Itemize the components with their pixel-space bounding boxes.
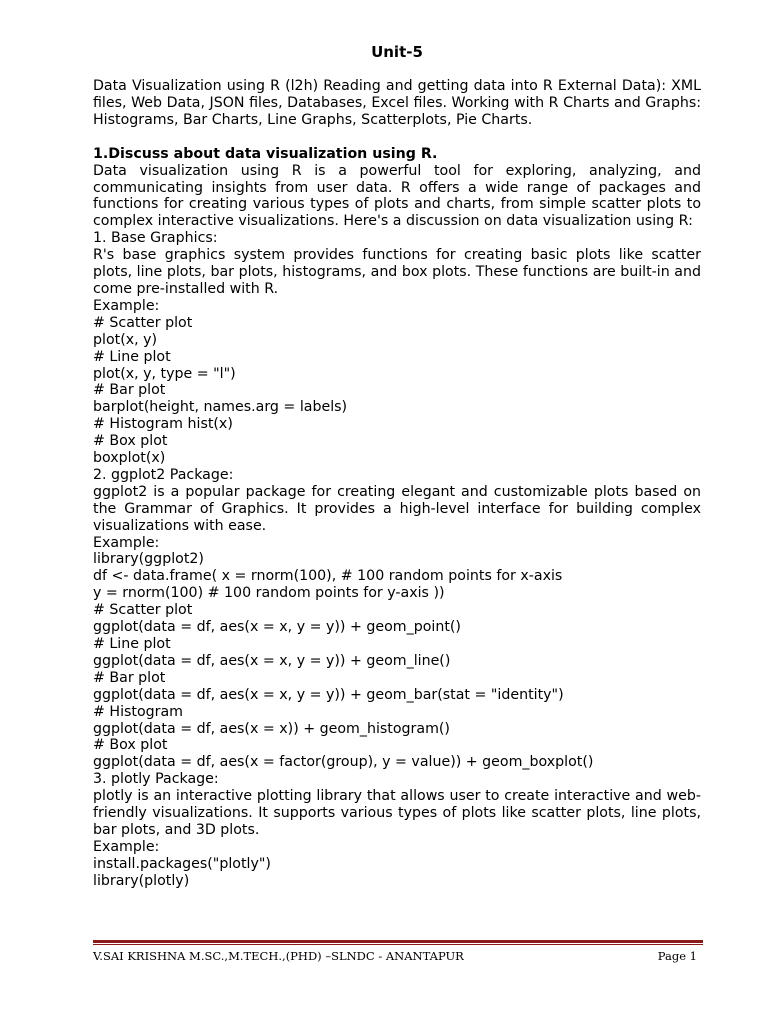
- section-description-base-graphics: R's base graphics system provides functions for creating basic plots like scatter plots, line plots, bar plots, histograms, and box plots. These functions are built-in and come pre-installed with R.: [93, 247, 701, 297]
- code-line: barplot(height, names.arg = labels): [93, 399, 348, 416]
- example-label: Example:: [93, 297, 160, 314]
- code-line: y = rnorm(100) # 100 random points for y-axis )): [93, 585, 445, 602]
- code-line: # Box plot: [93, 737, 168, 754]
- code-line: plot(x, y): [93, 331, 158, 348]
- question-intro: Data visualization using R is a powerful tool for exploring, analyzing, and communicating insights from user data. R offers a wide range of packages and functions for creating various types of plots and charts, from simple scatter plots to complex interactive visualizations. Here's a discussion on data visualization using R:: [93, 162, 701, 230]
- page-title: Unit-5: [371, 43, 423, 61]
- code-line: ggplot(data = df, aes(x = x, y = y)) + geom_line(): [93, 652, 451, 669]
- section-description-plotly: plotly is an interactive plotting library that allows user to create interactive and web-friendly visualizations. It supports various types of plots like scatter plots, line plots, bar plots, and 3D plots.: [93, 788, 701, 838]
- code-line: # Line plot: [93, 348, 171, 365]
- code-line: # Histogram: [93, 703, 183, 720]
- code-line: ggplot(data = df, aes(x = factor(group), y = value)) + geom_boxplot(): [93, 754, 594, 771]
- code-line: # Box plot: [93, 433, 168, 450]
- code-line: ggplot(data = df, aes(x = x, y = y)) + geom_bar(stat = "identity"): [93, 686, 564, 703]
- section-heading-base-graphics: 1. Base Graphics:: [93, 230, 218, 247]
- section-heading-plotly: 3. plotly Package:: [93, 771, 219, 788]
- code-block-plotly: [93, 856, 701, 890]
- section-heading-ggplot2: 2. ggplot2 Package:: [93, 466, 234, 483]
- page-footer: [93, 949, 697, 963]
- code-block-base-graphics: [93, 315, 701, 467]
- code-line: install.packages("plotly"): [93, 855, 271, 872]
- unit-intro: Data Visualization using R (l2h) Reading and getting data into R External Data): XML files, Web Data, JSON files, Databases, Excel files. Working with R Charts and Graphs: Histograms, Bar Charts, Line Graphs, Scatterplots, Pie Charts.: [93, 78, 701, 128]
- code-line: boxplot(x): [93, 450, 166, 467]
- code-line: df <- data.frame( x = rnorm(100), # 100 random points for x-axis: [93, 568, 563, 585]
- code-line: # Histogram hist(x): [93, 416, 233, 433]
- page-number: Page 1: [657, 949, 697, 963]
- document-page: [93, 42, 701, 890]
- footer-divider-thin: [93, 944, 703, 945]
- footer-author: V.SAI KRISHNA M.SC.,M.TECH.,(PHD) –SLNDC - ANANTAPUR: [93, 949, 464, 963]
- code-block-ggplot2: [93, 551, 701, 771]
- example-label: Example:: [93, 838, 160, 855]
- code-line: # Scatter plot: [93, 602, 193, 619]
- code-line: plot(x, y, type = "l"): [93, 365, 236, 382]
- footer-divider: [93, 940, 703, 943]
- code-line: library(ggplot2): [93, 551, 204, 568]
- code-line: # Line plot: [93, 636, 171, 652]
- code-line: # Bar plot: [93, 669, 166, 686]
- code-line: ggplot(data = df, aes(x = x, y = y)) + geom_point(): [93, 619, 461, 636]
- section-description-ggplot2: ggplot2 is a popular package for creating elegant and customizable plots based on the Grammar of Graphics. It provides a high-level interface for building complex visualizations with ease.: [93, 483, 701, 534]
- question-heading: 1.Discuss about data visualization using R.: [93, 145, 438, 162]
- example-label: Example:: [93, 534, 160, 551]
- spacer: [93, 129, 701, 146]
- code-line: ggplot(data = df, aes(x = x)) + geom_histogram(): [93, 720, 450, 737]
- code-line: # Bar plot: [93, 382, 166, 399]
- code-line: library(plotly): [93, 872, 190, 889]
- code-line: # Scatter plot: [93, 314, 193, 331]
